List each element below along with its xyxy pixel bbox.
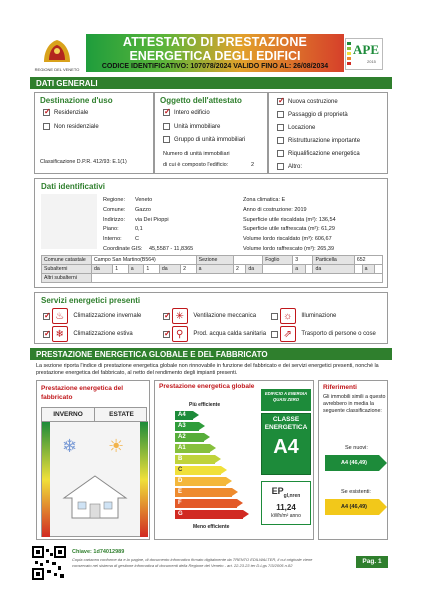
ape-logo-text: APE — [353, 42, 379, 57]
id-row-superficie-raffrescata: Superficie utile raffrescata (m²): 61,29 — [243, 226, 335, 233]
fabbricato-chart — [41, 407, 147, 537]
ep-value: 11,24 — [276, 502, 296, 512]
estate-label: ESTATE — [95, 408, 148, 422]
destinazione-option-residenziale[interactable]: ✓Residenziale — [43, 109, 88, 116]
bulb-icon: ☼ — [280, 308, 296, 324]
id-row-superficie-riscaldata: Superficie utile riscaldata (m²): 136,54 — [243, 216, 336, 223]
id-row-volume-riscaldato: Volume lordo riscaldato (m³): 606,67 — [243, 236, 332, 243]
composto-value: 2 — [251, 162, 255, 168]
checkbox-checked-icon[interactable] — [163, 331, 170, 338]
destinazione-heading: Destinazione d'uso — [40, 96, 113, 105]
inverno-label: INVERNO — [42, 408, 95, 422]
id-row-zona-climatica: Zona climatica: E — [243, 197, 286, 203]
checkbox-checked-icon[interactable] — [43, 109, 50, 116]
piu-efficiente-label: Più efficiente — [189, 402, 221, 408]
energy-class-A4: A4 — [175, 411, 193, 420]
checkbox-checked-icon[interactable] — [163, 109, 170, 116]
page-number: Pag. 1 — [356, 556, 388, 568]
checkbox-icon[interactable] — [43, 123, 50, 130]
energy-class-G: G — [175, 510, 243, 519]
page-title-line1: ATTESTATO DI PRESTAZIONE — [122, 35, 308, 49]
riferimenti-box — [318, 380, 388, 540]
identificativi-left-list — [103, 196, 253, 255]
id-row-indirizzo: Indirizzo: via Dei Pioppi — [103, 216, 169, 223]
checkbox-checked-icon[interactable] — [163, 313, 170, 320]
oggetto-option-intero-edificio[interactable]: ✓Intero edificio — [163, 109, 210, 116]
se-esistenti-arrow-tip — [379, 499, 387, 515]
se-nuovi-arrow: A4 (46,49) — [325, 455, 379, 471]
region-veneto-logo — [38, 36, 76, 66]
chiave-label: Chiave: 1d74012989 — [72, 549, 125, 555]
se-nuovi-label: Se nuovi: — [345, 445, 368, 451]
se-nuovi-arrow-tip — [379, 455, 387, 471]
footer-legal-text: Copia cartacea conforme da e-lo pagine, di documento informatico firmato digitalmente da TRENTO EDILWALTER, il cui originale viene conservato nel sistema di gestione informatica di documenti della Regione del Veneto - art. 22.23.23 ter D.Lgs 7/3/2005 n.82 — [72, 557, 313, 568]
fan-icon: ✳ — [172, 308, 188, 324]
servizi-box — [34, 292, 388, 344]
energy-class-A3: A3 — [175, 422, 199, 431]
classe-label: CLASSE ENERGETICA — [264, 416, 308, 431]
classificazione-text: Classificazione D.P.R. 412/93: E.1(1) — [40, 159, 127, 165]
id-row-comune: Comune: Gazzo — [103, 206, 151, 213]
classe-box — [261, 413, 311, 475]
region-name: REGIONE DEL VENETO — [34, 67, 80, 72]
energy-class-B: B — [175, 455, 215, 464]
motivazione-option-ristrutturazione[interactable]: Ristrutturazione importante — [277, 137, 360, 144]
page-title-line2: ENERGETICA DEGLI EDIFICI — [129, 49, 301, 63]
id-row-coordinate: Coordinate GIS: 45,5587 - 11,8365 — [103, 245, 194, 252]
radiator-icon: ♨ — [52, 308, 68, 324]
ep-box — [261, 481, 311, 525]
servizio-climatizzazione-invernale[interactable]: ✓ ♨ Climatizzazione invernale — [43, 308, 141, 324]
id-row-regione: Regione: Veneto — [103, 197, 153, 203]
estate-scale-bar — [140, 422, 148, 537]
checkbox-icon[interactable] — [277, 124, 284, 131]
checkbox-icon[interactable] — [277, 163, 284, 170]
id-row-anno-costruzione: Anno di costruzione: 2019 — [243, 206, 307, 213]
classe-value: A4 — [273, 436, 299, 458]
checkbox-checked-icon[interactable] — [277, 98, 284, 105]
catasto-row-altri: Altri subalterni — [42, 274, 383, 283]
checkbox-icon[interactable] — [271, 313, 278, 320]
section-prestazione: PRESTAZIONE ENERGETICA GLOBALE E DEL FABBRICATO — [30, 348, 392, 360]
ape-logo-year: 2015 — [367, 59, 376, 64]
ape-logo — [345, 38, 383, 70]
composto-label: di cui è composto l'edificio: — [163, 162, 229, 168]
servizio-illuminazione[interactable]: ☼ Illuminazione — [271, 308, 336, 324]
checkbox-checked-icon[interactable] — [43, 331, 50, 338]
checkbox-icon[interactable] — [163, 136, 170, 143]
energy-class-C: C — [175, 466, 221, 475]
servizio-ventilazione-meccanica[interactable]: ✓ ✳ Ventilazione meccanica — [163, 308, 256, 324]
servizi-heading: Servizi energetici presenti — [41, 296, 141, 305]
servizio-trasporto[interactable]: ⇗ Trasporto di persone o cose — [271, 326, 376, 342]
checkbox-icon[interactable] — [277, 111, 284, 118]
riferimenti-text: Gli immobili simili a questo avrebbero in media la seguente classificazione: — [323, 394, 386, 414]
identificativi-right-list — [243, 196, 387, 255]
oggetto-heading: Oggetto dell'attestato — [160, 96, 242, 105]
id-row-volume-raffrescato: Volume lordo raffrescato (m³): 265,39 — [243, 245, 335, 252]
id-row-piano: Piano: 0,1 — [103, 226, 143, 233]
tap-icon: ⚲ — [172, 326, 188, 342]
summer-sun-icon: ☀ — [108, 436, 125, 456]
energy-class-A2: A2 — [175, 433, 204, 442]
checkbox-icon[interactable] — [277, 137, 284, 144]
checkbox-icon[interactable] — [271, 331, 278, 338]
ep-label-row: $EP_{gl,nren}$ — [271, 486, 301, 499]
winter-snowflake-icon: ❄ — [62, 436, 78, 456]
house-icon — [60, 472, 130, 522]
destinazione-box — [34, 92, 154, 174]
oggetto-option-gruppo-unita[interactable]: Gruppo di unità immobiliari — [163, 136, 245, 143]
catasto-row-subalterni: Subalterni da 1 a 1 da 2 a 2 da a da a — [42, 265, 383, 274]
energy-class-A1: A1 — [175, 444, 210, 453]
motivazione-option-passaggio[interactable]: Passaggio di proprietà — [277, 111, 348, 118]
motivazione-option-locazione[interactable]: Locazione — [277, 124, 315, 131]
motivazione-box — [268, 92, 388, 174]
fabbricato-box — [36, 380, 150, 540]
meno-efficiente-label: Meno efficiente — [193, 524, 230, 530]
motivazione-option-riqualificazione[interactable]: Riqualificazione energetica — [277, 150, 360, 157]
dati-identificativi-heading: Dati identificativi — [41, 182, 106, 191]
riferimenti-title: Riferimenti — [323, 384, 357, 391]
energy-class-E: E — [175, 488, 232, 497]
motivazione-option-altro[interactable]: Altro: — [277, 163, 302, 170]
edificio-nzeb-badge: EDIFICIO A ENERGIA QUASI ZERO — [261, 389, 311, 411]
globale-box — [154, 380, 314, 540]
prestazione-intro: La sezione riporta l'indice di prestazione energetica globale non rinnovabile in funzione del fabbricato e dei servizi energetici presenti, nonché la prestazione energetica del fabbricato, al netto del rendimento degli impianti presenti. — [36, 363, 379, 376]
qr-code — [32, 546, 66, 580]
checkbox-checked-icon[interactable] — [43, 313, 50, 320]
certificate-code-line: CODICE IDENTIFICATIVO: 107078/2024 VALIDO FINO AL: 26/08/2034 — [101, 63, 329, 70]
section-dati-generali: DATI GENERALI — [30, 77, 392, 89]
energy-class-F: F — [175, 499, 237, 508]
oggetto-box — [154, 92, 268, 174]
checkbox-icon[interactable] — [277, 150, 284, 157]
inverno-scale-bar — [42, 422, 50, 537]
building-photo-placeholder — [41, 194, 97, 249]
fabbricato-title: Prestazione energetica del fabbricato — [41, 385, 124, 401]
motivazione-option-nuova-costruzione[interactable]: ✓Nuova costruzione — [277, 98, 338, 105]
id-row-interno: Interno: C — [103, 236, 139, 243]
destinazione-option-non-residenziale[interactable]: Non residenziale — [43, 123, 99, 130]
dati-identificativi-box — [34, 178, 388, 288]
oggetto-option-unita-immobiliare[interactable]: Unità immobiliare — [163, 123, 220, 130]
se-esistenti-arrow: A4 (46,49) — [325, 499, 379, 515]
ep-unit: kWh/m² anno — [271, 512, 301, 519]
catasto-row-comune: Comune catastale Campo San Martino(B564) Sezione Foglio 3 Particella 652 — [42, 256, 383, 265]
checkbox-icon[interactable] — [163, 123, 170, 130]
energy-class-D: D — [175, 477, 226, 486]
snowflake-icon: ❄ — [52, 326, 68, 342]
servizio-acqua-calda[interactable]: ✓ ⚲ Prod. acqua calda sanitaria — [163, 326, 266, 342]
energy-class-scale — [175, 411, 255, 521]
numero-unita-label: Numero di unità immobiliari — [163, 151, 230, 157]
catasto-table — [41, 255, 383, 283]
escalator-icon: ⇗ — [280, 326, 296, 342]
servizio-climatizzazione-estiva[interactable]: ✓ ❄ Climatizzazione estiva — [43, 326, 133, 342]
se-esistenti-label: Se esistenti: — [341, 489, 371, 495]
globale-title: Prestazione energetica globale — [159, 383, 255, 390]
